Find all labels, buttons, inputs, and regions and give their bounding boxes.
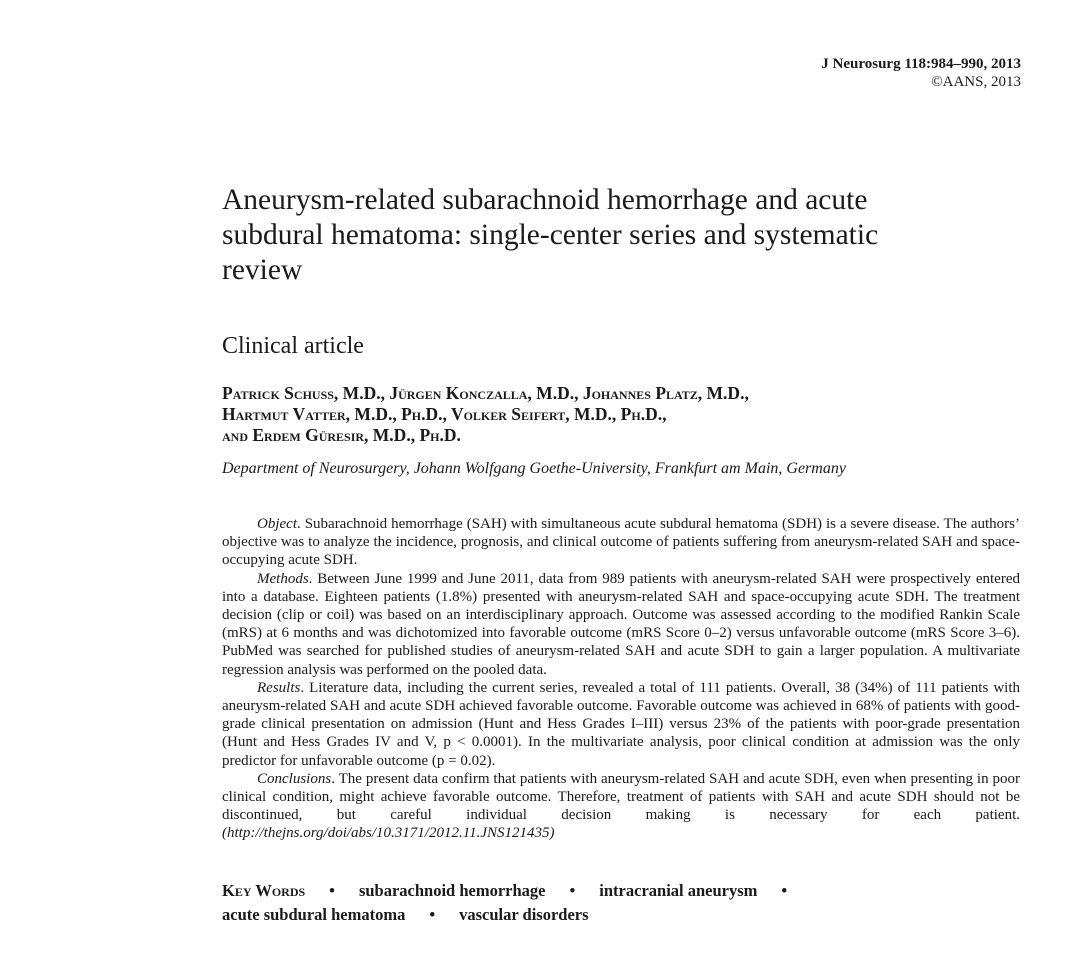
abstract-methods (222, 570, 1020, 679)
keyword-separator: • (781, 881, 788, 900)
abstract-conclusions-label: Conclusions (257, 770, 332, 787)
keywords-line (222, 903, 942, 927)
keywords (222, 879, 942, 927)
abstract-methods-label: Methods (257, 570, 309, 587)
author-name: Johannes Platz, M.D., (582, 383, 749, 403)
author-name: Volker Seifert, M.D., Ph.D., (450, 404, 667, 424)
journal-copyright: ©AANS, 2013 (931, 74, 1021, 90)
abstract-conclusions-text: . The present data confirm that patients with aneurysm-related SAH and acute SDH, even when presenting in poor clinical condition, might achieve favorable outcome. Therefore, treatment of patients with SAH and acute SDH should not be discontinued, but careful individual decision making is necessary for each patient. (222, 770, 1020, 824)
keyword: subarachnoid hemorrhage (358, 881, 546, 900)
author-name: and Erdem Güresir, M.D., Ph.D. (222, 425, 461, 445)
journal-volume-pages: 118:984–990, 2013 (904, 56, 1021, 72)
abstract-object-label: Object (257, 516, 297, 532)
journal-citation-line (821, 55, 1021, 73)
author-line (222, 425, 982, 446)
author-name: Patrick Schuss, M.D., (222, 383, 390, 403)
journal-citation (821, 55, 1021, 91)
abstract-object (222, 515, 1020, 570)
abstract-results-label: Results (257, 679, 301, 696)
abstract-results (222, 679, 1020, 770)
abstract-object-text: . Subarachnoid hemorrhage (SAH) with simultaneous acute subdural hematoma (SDH) is a severe disease. The authors’ objective was to analyze the incidence, prognosis, and clinical outcome of patients suffering from aneurysm-related SAH and space-occupying acute SDH. (222, 516, 1020, 569)
keyword-separator: • (429, 905, 436, 924)
keyword-separator: • (569, 881, 576, 900)
affiliation: Department of Neurosurgery, Johann Wolfgang Goethe-University, Frankfurt am Main, Germany (222, 460, 846, 477)
author-line (222, 404, 982, 425)
author-list (222, 383, 982, 446)
abstract-results-text: . Literature data, including the current series, revealed a total of 111 patients. Overall, 38 (34%) of 111 patients with aneurysm-related SAH and acute SDH achieved favorable outcome. Favorable outcome was achieved in 68% of patients with good-grade clinical presentation on admission (Hunt and Hess Grades I–III) versus 23% of the patients with poor-grade presentation (Hunt and Hess Grades IV and V, p < 0.0001). In the multivariate analysis, poor clinical condition at admission was the only predictor for unfavorable outcome (p = 0.02). (222, 679, 1020, 769)
abstract-conclusions (222, 770, 1020, 843)
keyword-separator: • (329, 881, 335, 900)
journal-name: J Neurosurg (821, 56, 901, 72)
keyword: acute subdural hematoma (222, 905, 406, 924)
keywords-line (222, 879, 942, 903)
keyword: vascular disorders (459, 905, 589, 924)
abstract-methods-text: . Between June 1999 and June 2011, data from 989 patients with aneurysm-related SAH were prospectively entered into a database. Eighteen patients (1.8%) presented with aneurysm-related SAH and space-occupying acute SDH. The treatment decision (clip or coil) was based on an interdisciplinary approach. Outcome was assessed according to the modified Rankin Scale (mRS) at 6 months and was dichotomized into favorable outcome (mRS Score 0–2) versus unfavorable outcome (mRS Score 3–6). PubMed was searched for published studies of aneurysm-related SAH and acute SDH to gain a larger population. A multivariate regression analysis was performed on the pooled data. (222, 570, 1020, 678)
abstract (222, 515, 1020, 843)
article-type: Clinical article (222, 333, 364, 359)
article-title: Aneurysm-related subarachnoid hemorrhage and acute subdural hematoma: single-center series and systematic review (222, 184, 879, 286)
keyword: intracranial aneurysm (599, 881, 758, 900)
author-name: Hartmut Vatter, M.D., Ph.D., (222, 404, 451, 424)
author-line (222, 383, 982, 404)
doi-link[interactable]: (http://thejns.org/doi/abs/10.3171/2012.11.JNS121435) (222, 825, 555, 842)
author-name: Jürgen Konczalla, M.D., (389, 383, 583, 403)
keywords-label: Key Words (222, 881, 306, 900)
